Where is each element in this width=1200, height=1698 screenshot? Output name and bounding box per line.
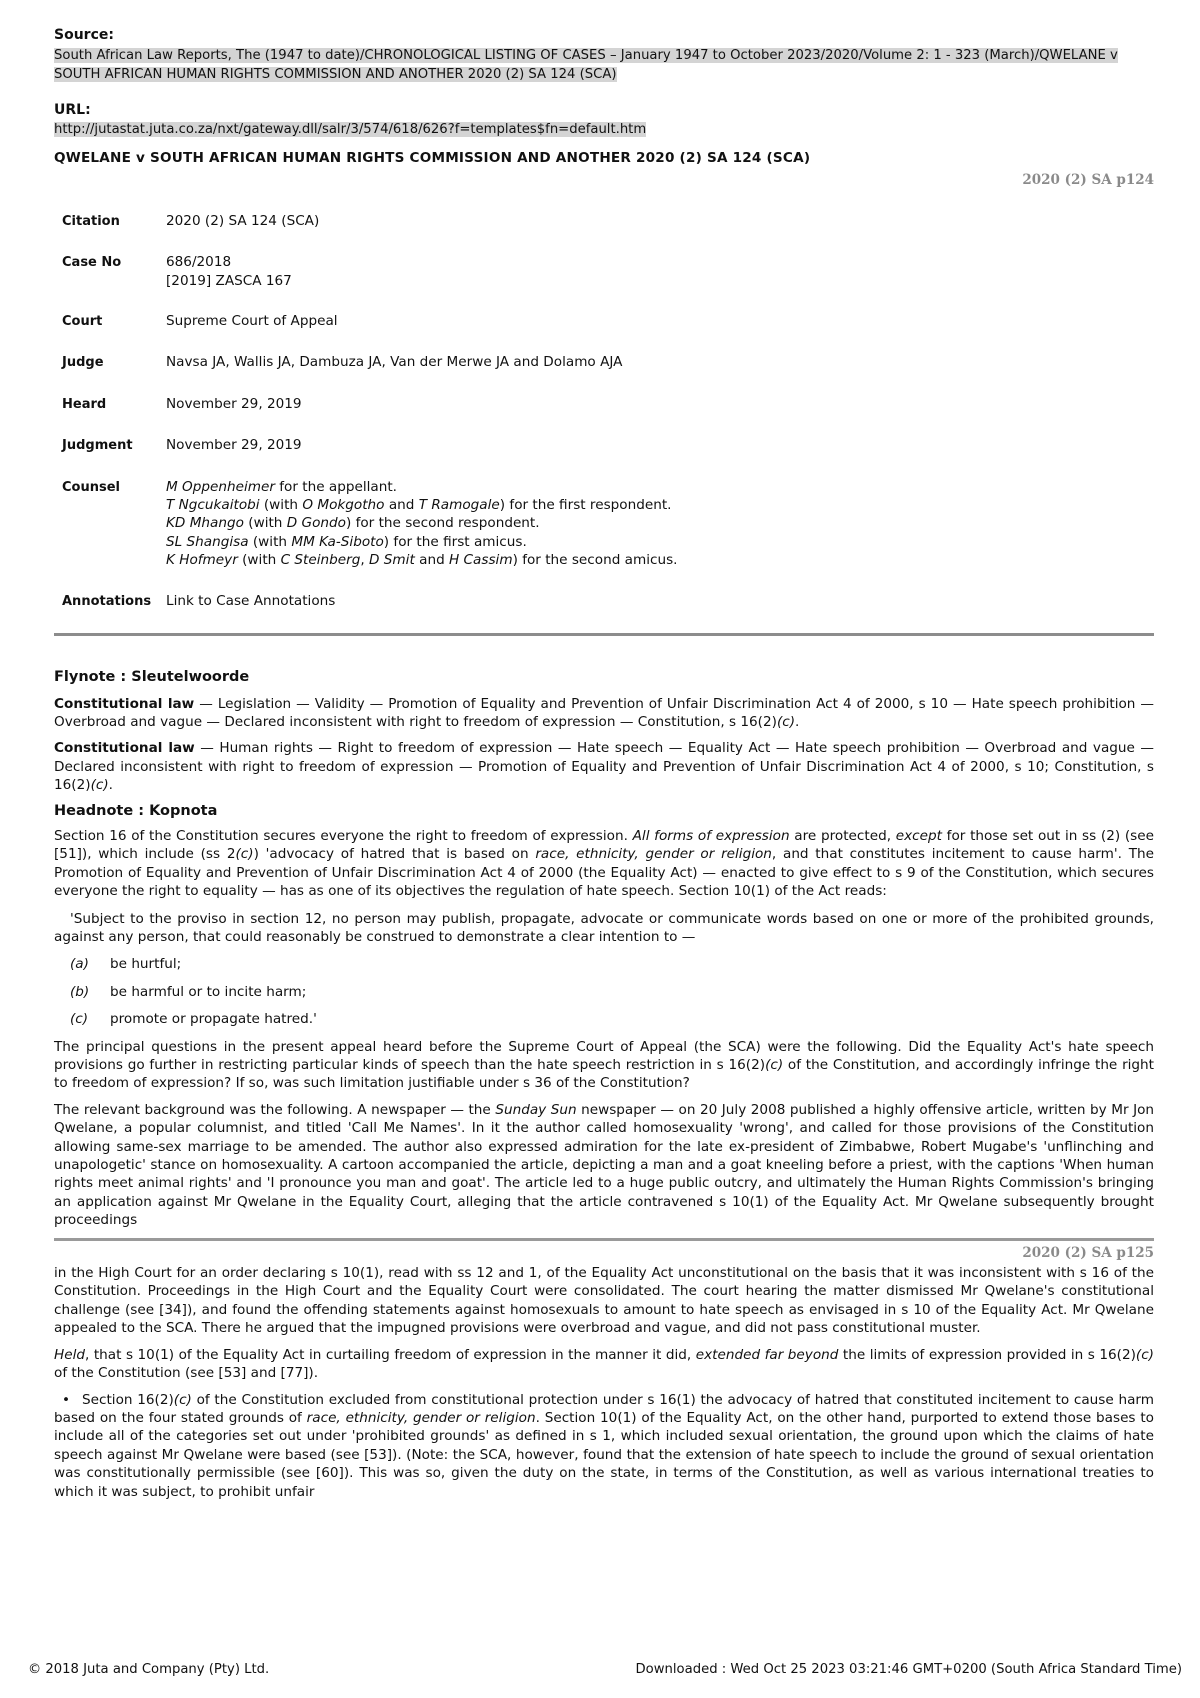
statute-list-item: (a) be hurtful; <box>70 956 182 973</box>
case-title: QWELANE v SOUTH AFRICAN HUMAN RIGHTS COMMISSION AND ANOTHER 2020 (2) SA 124 (SCA) <box>54 150 811 166</box>
statute-list-item: (b) be harmful or to incite harm; <box>70 983 307 1000</box>
meta-key: Court <box>62 314 103 330</box>
source-label: Source: <box>54 27 114 43</box>
meta-value: November 29, 2019 <box>166 395 302 412</box>
meta-judge <box>62 353 1154 372</box>
headnote-paragraph: Section 16 of the Constitution secures everyone the right to freedom of expression. All forms of expression are protected, except for those set out in ss (2) (see [51]), which include (ss 2(c)) 'advocacy of hatred that is based on race, ethnicity, gender or religion, and that constitutes incitement to cause harm'. The Promotion of Equality and Prevention of Unfair Discrimination Act 4 of 2000 (the Equality Act) — enacted to give effect to s 9 of the Constitution, which secures everyone the right to equality — has as one of its objectives the regulation of hate speech. Section 10(1) of the Act reads: <box>54 827 1154 900</box>
document-page <box>54 26 1154 1501</box>
meta-heard <box>62 395 1154 414</box>
headnote-paragraph: in the High Court for an order declaring s 10(1), read with ss 12 and 1, of the Equality Act unconstitutional on the basis that it was inconsistent with s 16 of the Constitution. Proceedings in the High Court and the Equality Court were consolidated. The court hearing the matter dismissed Mr Qwelane's constitutional challenge (see [34]), and found the offending statements against homosexuals to amount to hate speech as envisaged in s 10 of the Equality Act. Mr Qwelane appealed to the SCA. There he argued that the impugned provisions were overbroad and vague, and did not pass constitutional muster. <box>54 1265 1154 1337</box>
footer-download-info: Downloaded : Wed Oct 25 2023 03:21:46 GMT+0200 (South Africa Standard Time) <box>635 1662 1182 1677</box>
counsel-line: T Ngcukaitobi (with O Mokgotho and T Ramogale) for the first respondent. <box>166 497 672 514</box>
held-paragraph: Held, that s 10(1) of the Equality Act in curtailing freedom of expression in the manner it did, extended far beyond the limits of expression provided in s 16(2)(c) of the Constitution (see [53] and [77]). <box>54 1346 1154 1382</box>
page-ref-p124: 2020 (2) SA p124 <box>1022 172 1154 189</box>
flynote-paragraph: Constitutional law — Human rights — Right to freedom of expression — Hate speech — Equality Act — Hate speech prohibition — Overbroad and vague — Declared inconsistent with right to freedom of expression — Promotion of Equality and Prevention of Unfair Discrimination Act 4 of 2000, s 10; Constitution, s 16(2)(c). <box>54 740 1154 794</box>
meta-court <box>62 312 1154 331</box>
meta-case-no <box>62 253 1154 290</box>
meta-value: Navsa JA, Wallis JA, Dambuza JA, Van der Merwe JA and Dolamo AJA <box>166 354 623 371</box>
bullet-icon: • <box>61 1391 70 1408</box>
case-metadata <box>62 212 1154 611</box>
meta-key: Heard <box>62 396 107 412</box>
section-divider <box>54 633 1154 636</box>
footer-copyright: © 2018 Juta and Company (Pty) Ltd. <box>28 1662 270 1677</box>
url-link[interactable]: http://jutastat.juta.co.za/nxt/gateway.dll/salr/3/574/618/626?f=templates$fn=default.htm <box>54 122 647 137</box>
counsel-line: KD Mhango (with D Gondo) for the second respondent. <box>166 515 540 532</box>
counsel-line: M Oppenheimer for the appellant. <box>166 478 398 495</box>
meta-annotations <box>62 592 1154 611</box>
counsel-line: K Hofmeyr (with C Steinberg, D Smit and H Cassim) for the second amicus. <box>166 552 678 569</box>
url-section <box>54 101 1154 139</box>
meta-key: Citation <box>62 213 120 229</box>
case-annotations-link[interactable]: Link to Case Annotations <box>166 592 336 609</box>
meta-key: Judge <box>62 355 104 371</box>
headnote-paragraph: The relevant background was the following. A newspaper — the Sunday Sun newspaper — on 20 July 2008 published a highly offensive article, written by Mr Jon Qwelane, a popular columnist, and titled 'Call Me Names'. In it the author called homosexuality 'wrong', and called for those provisions of the Constitution allowing same-sex marriage to be amended. The author also expressed admiration for the late ex-president of Zimbabwe, Robert Mugabe's 'unflinching and unapologetic' stance on homosexuality. A cartoon accompanied the article, depicting a man and a goat kneeling before a priest, with the captions 'When human rights meet animal rights' and 'I pronounce you man and goat'. The article led to a huge public outcry, and ultimately the Human Rights Commission's bringing an application against Mr Qwelane in the Equality Court, alleging that the article contravened s 10(1) of the Equality Act. Mr Qwelane subsequently brought proceedings <box>54 1101 1155 1229</box>
held-bullet-paragraph: • Section 16(2)(c) of the Constitution excluded from constitutional protection under s 16(1) the advocacy of hatred that constituted incitement to cause harm based on the four stated grounds of race, ethnicity, gender or religion. Section 10(1) of the Equality Act, on the other hand, purported to extend those bases to include all of the categories set out under 'prohibited grounds' as defined in s 1, which included sexual orientation, the ground upon which the claims of hate speech against Mr Qwelane were based (see [53]). (Note: the SCA, however, found that the extension of hate speech to include the ground of sexual orientation was constitutionally permissible (see [60]). This was so, given the duty on the state, in terms of the Constitution, as well as various international treaties to which it was subject, to prohibit unfair <box>54 1391 1154 1500</box>
meta-citation <box>62 212 1154 231</box>
meta-key: Annotations <box>62 593 152 609</box>
meta-value: [2019] ZASCA 167 <box>166 272 292 289</box>
meta-key: Counsel <box>62 479 120 495</box>
meta-key: Case No <box>62 255 122 271</box>
meta-judgment <box>62 436 1154 455</box>
page-ref-p125: 2020 (2) SA p125 <box>1022 1244 1154 1261</box>
statute-quote: 'Subject to the proviso in section 12, no person may publish, propagate, advocate or communicate words based on one or more of the prohibited grounds, against any person, that could reasonably be construed to demonstrate a clear intention to — <box>54 910 1154 945</box>
flynote-paragraph: Constitutional law — Legislation — Validity — Promotion of Equality and Prevention of Unfair Discrimination Act 4 of 2000, s 10 — Hate speech prohibition — Overbroad and vague — Declared inconsistent with right to freedom of expression — Constitution, s 16(2)(c). <box>54 695 1154 730</box>
page-break-divider <box>54 1238 1154 1241</box>
flynote-heading: Flynote : Sleutelwoorde <box>54 669 250 686</box>
source-section <box>54 26 1154 84</box>
statute-list-item: (c) promote or propagate hatred.' <box>70 1011 317 1028</box>
meta-value: Supreme Court of Appeal <box>166 313 338 330</box>
meta-key: Judgment <box>62 438 133 454</box>
headnote-paragraph: The principal questions in the present appeal heard before the Supreme Court of Appeal (the SCA) were the following. Did the Equality Act's hate speech provisions go further in restricting particular kinds of speech than the hate speech restriction in s 16(2)(c) of the Constitution, and accordingly infringe the right to freedom of expression? If so, was such limitation justifiable under s 36 of the Constitution? <box>54 1038 1155 1092</box>
statute-list <box>70 955 1154 1028</box>
url-label: URL: <box>54 102 91 118</box>
meta-counsel <box>62 478 1154 570</box>
counsel-list <box>166 478 678 570</box>
meta-value: 686/2018 <box>166 254 232 271</box>
meta-value: 2020 (2) SA 124 (SCA) <box>166 212 320 229</box>
source-text: South African Law Reports, The (1947 to date)/CHRONOLOGICAL LISTING OF CASES – January 1947 to October 2023/2020/Volume 2: 1 - 323 (March)/QWELANE v SOUTH AFRICAN HUMAN RIGHTS COMMISSION AND ANOTHER 2020 (2) SA 124 (SCA) <box>54 48 1118 82</box>
counsel-line: SL Shangisa (with MM Ka-Siboto) for the first amicus. <box>166 533 527 550</box>
meta-value: November 29, 2019 <box>166 437 302 454</box>
headnote-heading: Headnote : Kopnota <box>54 802 218 819</box>
